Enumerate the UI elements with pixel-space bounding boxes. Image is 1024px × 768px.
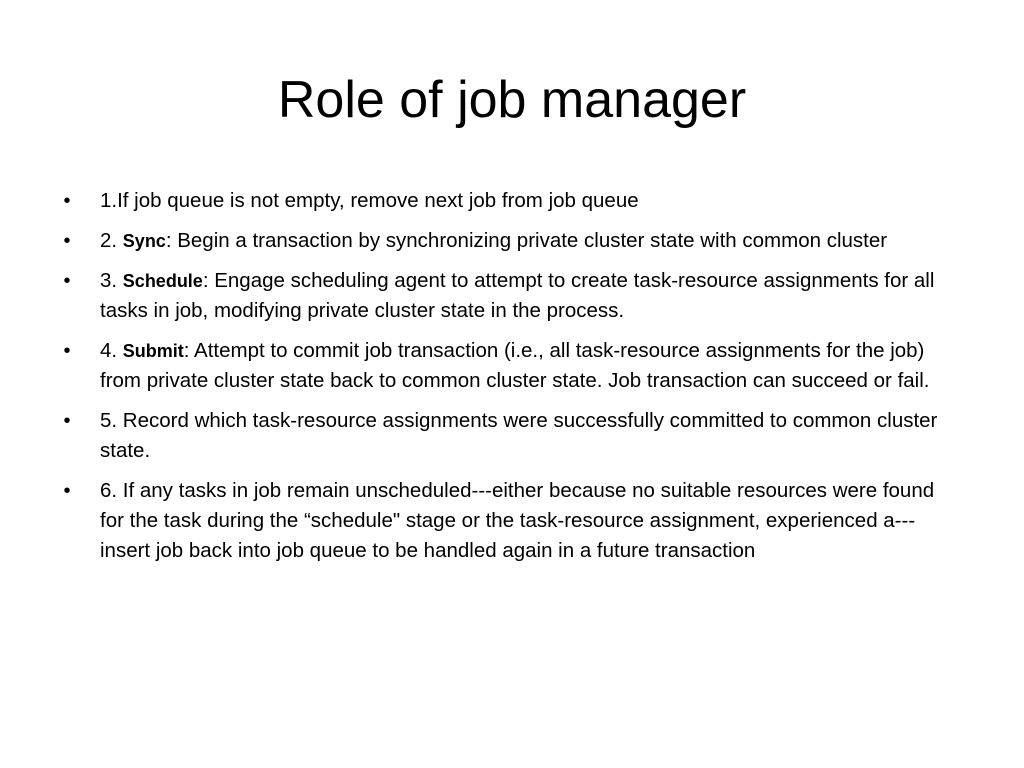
bullet-text: 6. If any tasks in job remain unscheduled---either because no suitable resources were found for the task during the “schedule" stage or the task-resource assignment, experienced a---insert job back into job queue to be handled again in a future transaction — [100, 479, 935, 562]
bullet-keyword: Sync — [122, 231, 166, 251]
bullet-keyword: Submit — [122, 341, 184, 361]
bullet-dot-icon: • — [63, 340, 71, 362]
bullet-text: : Begin a transaction by synchronizing private cluster state with common cluster — [165, 229, 888, 252]
bullet-prefix: 3. — [100, 269, 123, 292]
bullet-text: : Attempt to commit job transaction (i.e., all task-resource assignments for the job) from private cluster state back to common cluster state. Job transaction can succeed or fail. — [100, 339, 930, 392]
bullet-dot-icon: • — [63, 270, 71, 292]
bullet-item-2 — [60, 226, 960, 256]
bullet-dot-icon: • — [63, 230, 71, 252]
bullet-dot-icon: • — [63, 480, 71, 502]
bullet-item-6 — [60, 476, 960, 566]
bullet-item-1 — [60, 186, 960, 216]
bullet-text: 1.If job queue is not empty, remove next job from job queue — [100, 189, 639, 212]
bullet-text: : Engage scheduling agent to attempt to create task-resource assignments for all tasks in job, modifying private cluster state in the process. — [100, 269, 935, 322]
bullet-prefix: 2. — [100, 229, 123, 252]
bullet-item-3 — [60, 266, 960, 326]
slide-title: Role of job manager — [277, 71, 747, 129]
bullet-text: 5. Record which task-resource assignments were successfully committed to common cluster state. — [100, 409, 938, 462]
bullet-dot-icon: • — [63, 190, 71, 212]
bullet-item-4 — [60, 336, 960, 396]
bullet-prefix: 4. — [100, 339, 123, 362]
bullet-keyword: Schedule — [122, 271, 203, 291]
bullet-list — [60, 186, 960, 576]
bullet-item-5 — [60, 406, 960, 466]
bullet-dot-icon: • — [63, 410, 71, 432]
